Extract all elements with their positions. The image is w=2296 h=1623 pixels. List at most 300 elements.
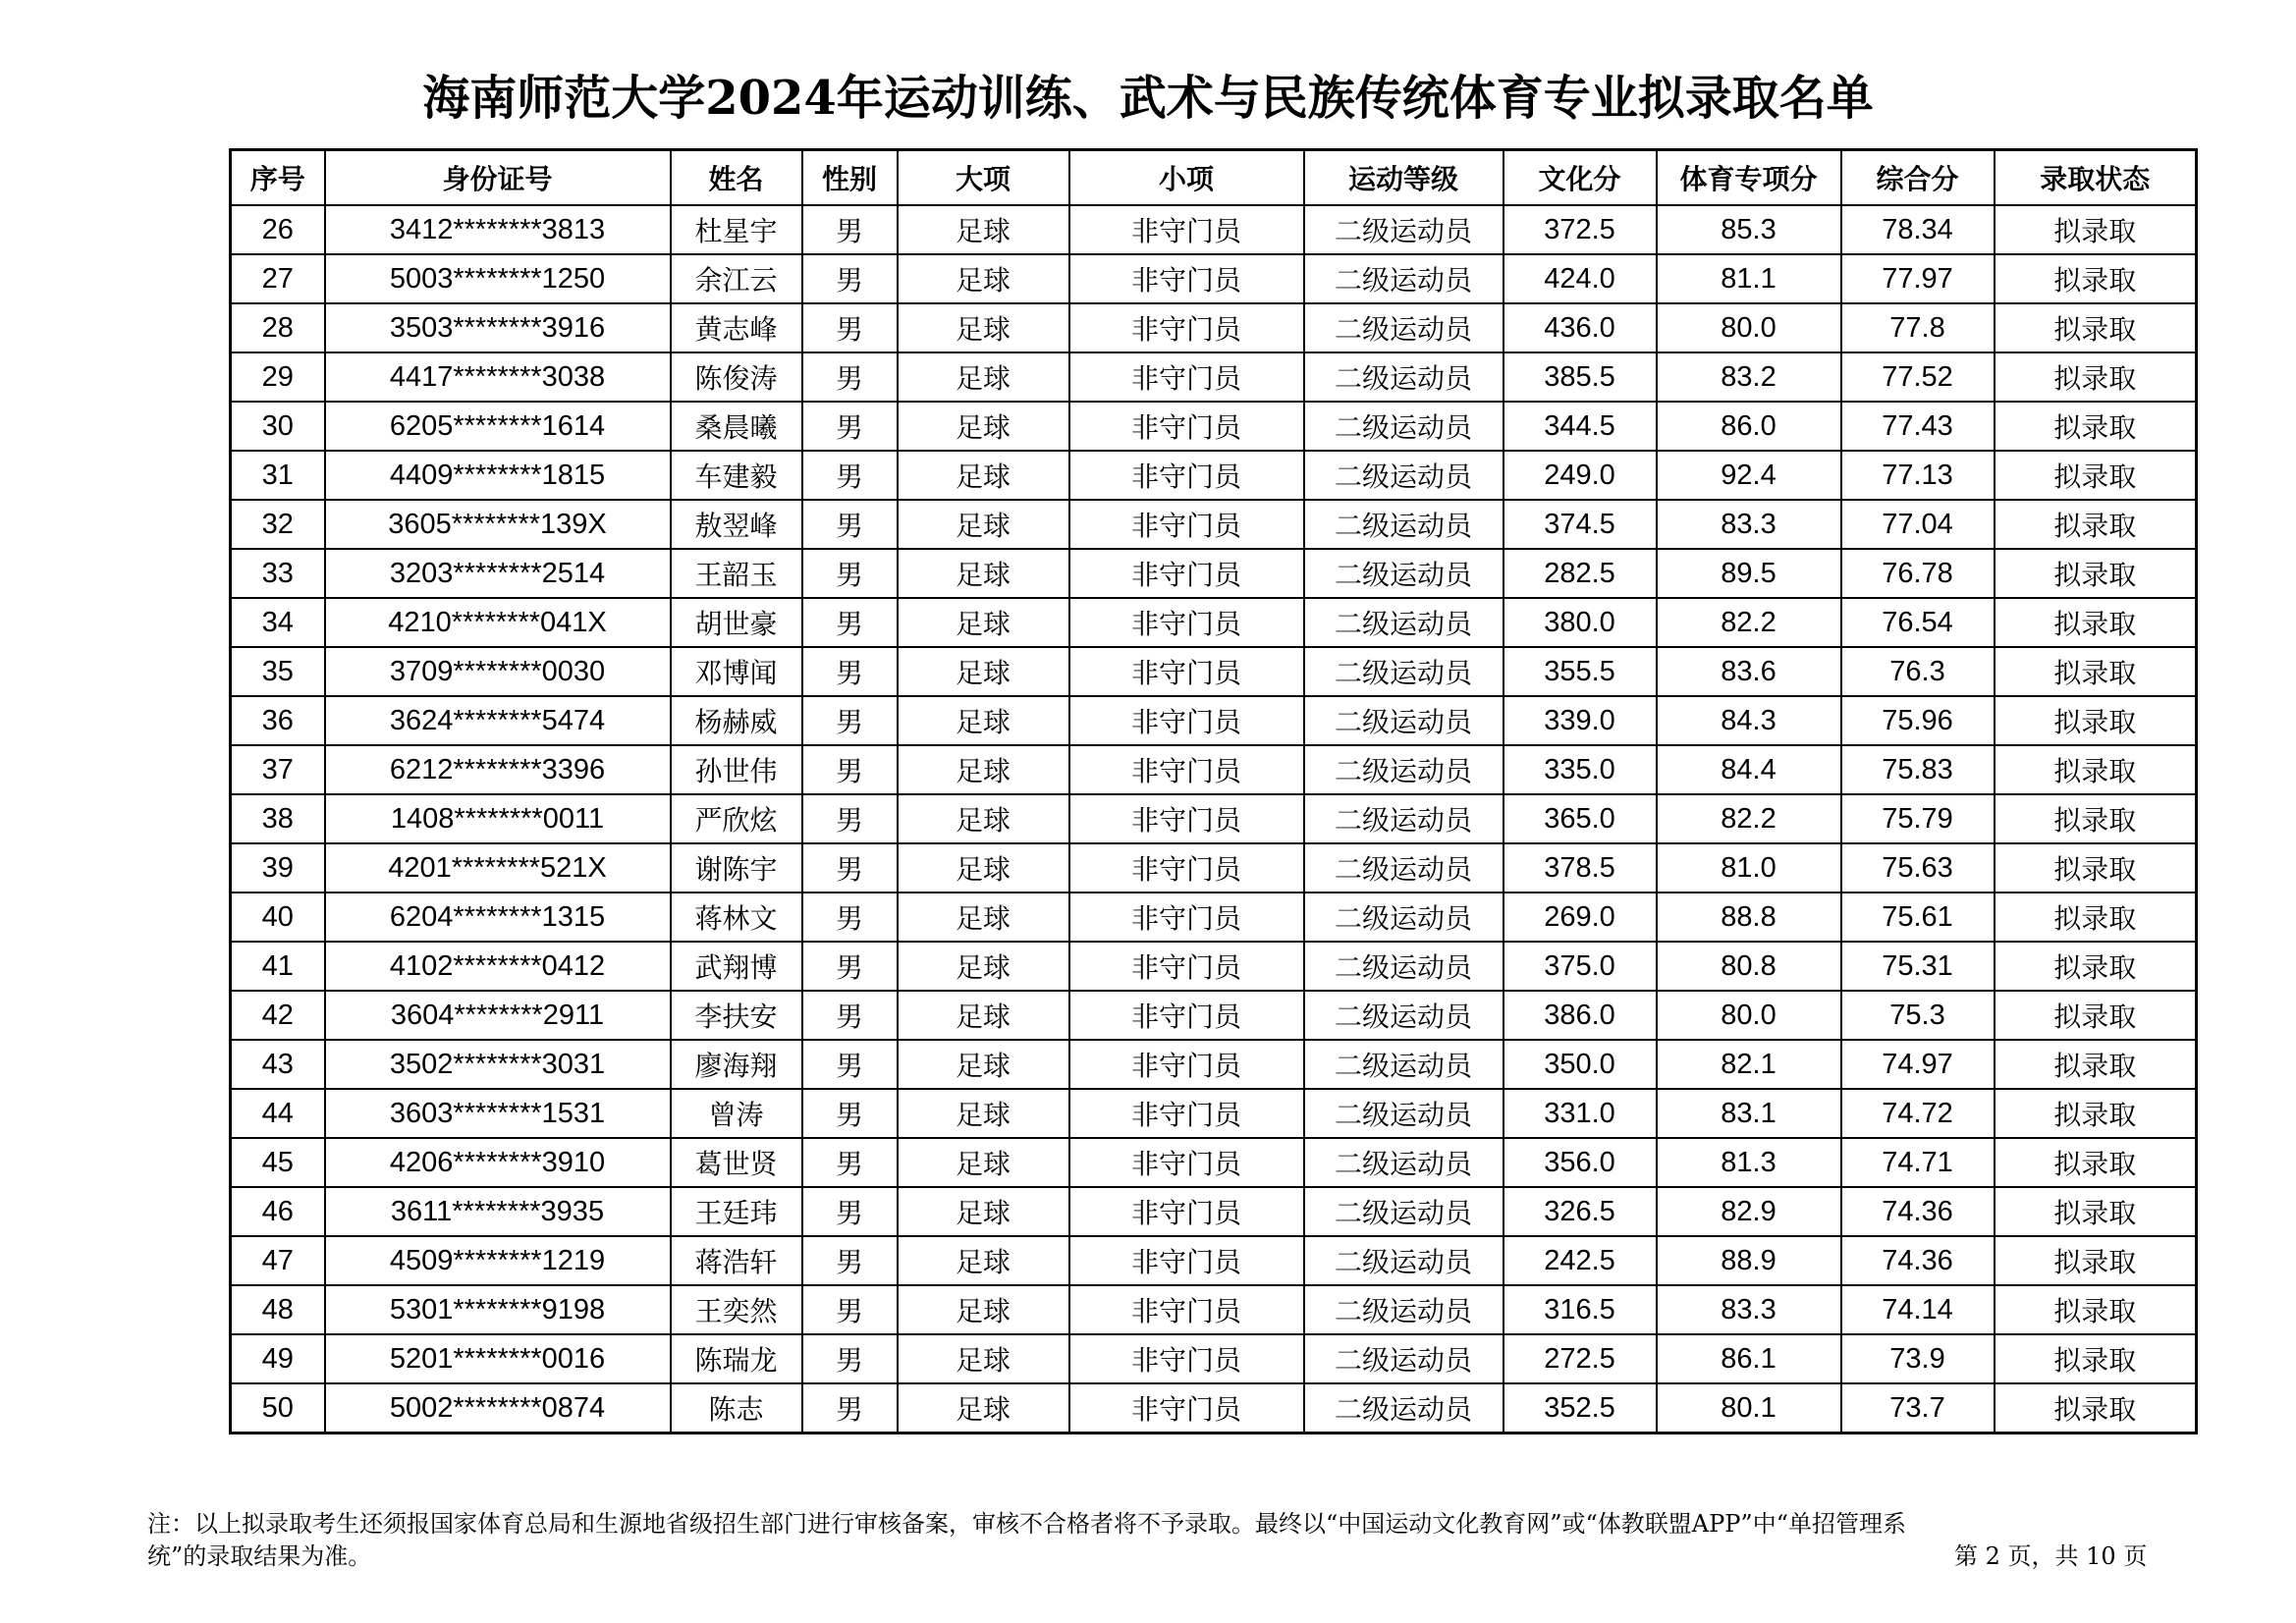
cell-sport: 足球 bbox=[898, 1285, 1069, 1334]
cell-sport-level: 二级运动员 bbox=[1304, 402, 1503, 451]
cell-sport: 足球 bbox=[898, 991, 1069, 1040]
cell-index: 45 bbox=[231, 1138, 325, 1187]
cell-name: 蒋林文 bbox=[671, 893, 802, 942]
cell-id-number: 5003********1250 bbox=[325, 254, 671, 303]
cell-culture-score: 282.5 bbox=[1503, 549, 1657, 598]
table-row bbox=[231, 1040, 2197, 1089]
table-row bbox=[231, 696, 2197, 745]
column-header-gender: 性别 bbox=[802, 150, 898, 206]
cell-gender: 男 bbox=[802, 745, 898, 794]
cell-sport-score: 83.6 bbox=[1657, 647, 1841, 696]
column-header-sport: 大项 bbox=[898, 150, 1069, 206]
cell-gender: 男 bbox=[802, 1040, 898, 1089]
cell-id-number: 5301********9198 bbox=[325, 1285, 671, 1334]
cell-name: 车建毅 bbox=[671, 451, 802, 500]
cell-total-score: 73.7 bbox=[1841, 1383, 1995, 1434]
cell-gender: 男 bbox=[802, 549, 898, 598]
column-header-index: 序号 bbox=[231, 150, 325, 206]
cell-index: 35 bbox=[231, 647, 325, 696]
cell-name: 王廷玮 bbox=[671, 1187, 802, 1236]
table-row bbox=[231, 205, 2197, 254]
cell-id-number: 6205********1614 bbox=[325, 402, 671, 451]
cell-culture-score: 352.5 bbox=[1503, 1383, 1657, 1434]
cell-sport-level: 二级运动员 bbox=[1304, 696, 1503, 745]
cell-gender: 男 bbox=[802, 598, 898, 647]
cell-id-number: 4201********521X bbox=[325, 843, 671, 893]
cell-name: 严欣炫 bbox=[671, 794, 802, 843]
cell-name: 李扶安 bbox=[671, 991, 802, 1040]
cell-index: 42 bbox=[231, 991, 325, 1040]
cell-status: 拟录取 bbox=[1995, 745, 2197, 794]
cell-culture-score: 350.0 bbox=[1503, 1040, 1657, 1089]
cell-sport: 足球 bbox=[898, 1236, 1069, 1285]
cell-id-number: 3412********3813 bbox=[325, 205, 671, 254]
column-header-total-score: 综合分 bbox=[1841, 150, 1995, 206]
cell-sport-level: 二级运动员 bbox=[1304, 1285, 1503, 1334]
cell-index: 47 bbox=[231, 1236, 325, 1285]
cell-culture-score: 365.0 bbox=[1503, 794, 1657, 843]
cell-sport-score: 81.0 bbox=[1657, 843, 1841, 893]
cell-gender: 男 bbox=[802, 500, 898, 549]
column-header-event: 小项 bbox=[1069, 150, 1304, 206]
cell-sport: 足球 bbox=[898, 942, 1069, 991]
cell-gender: 男 bbox=[802, 352, 898, 402]
cell-sport-level: 二级运动员 bbox=[1304, 549, 1503, 598]
cell-id-number: 6212********3396 bbox=[325, 745, 671, 794]
cell-total-score: 77.52 bbox=[1841, 352, 1995, 402]
cell-status: 拟录取 bbox=[1995, 843, 2197, 893]
cell-sport-level: 二级运动员 bbox=[1304, 205, 1503, 254]
cell-culture-score: 356.0 bbox=[1503, 1138, 1657, 1187]
cell-total-score: 76.78 bbox=[1841, 549, 1995, 598]
cell-index: 30 bbox=[231, 402, 325, 451]
footnote: 注：以上拟录取考生还须报国家体育总局和生源地省级招生部门进行审核备案，审核不合格者将不予录取。最终以“中国运动文化教育网”或“体教联盟APP”中“单招管理系统”的录取结果为准。 bbox=[147, 1510, 1906, 1570]
cell-status: 拟录取 bbox=[1995, 402, 2197, 451]
cell-index: 49 bbox=[231, 1334, 325, 1383]
cell-id-number: 4102********0412 bbox=[325, 942, 671, 991]
cell-sport-level: 二级运动员 bbox=[1304, 991, 1503, 1040]
table-row bbox=[231, 303, 2197, 352]
cell-index: 46 bbox=[231, 1187, 325, 1236]
admission-table bbox=[229, 148, 2198, 1434]
cell-index: 34 bbox=[231, 598, 325, 647]
cell-name: 陈志 bbox=[671, 1383, 802, 1434]
cell-sport-score: 80.1 bbox=[1657, 1383, 1841, 1434]
cell-culture-score: 326.5 bbox=[1503, 1187, 1657, 1236]
cell-sport-level: 二级运动员 bbox=[1304, 1187, 1503, 1236]
cell-sport-score: 86.0 bbox=[1657, 402, 1841, 451]
cell-sport-level: 二级运动员 bbox=[1304, 647, 1503, 696]
cell-gender: 男 bbox=[802, 1383, 898, 1434]
cell-sport-score: 82.2 bbox=[1657, 598, 1841, 647]
column-header-status: 录取状态 bbox=[1995, 150, 2197, 206]
cell-id-number: 4206********3910 bbox=[325, 1138, 671, 1187]
cell-sport-score: 85.3 bbox=[1657, 205, 1841, 254]
cell-event: 非守门员 bbox=[1069, 942, 1304, 991]
cell-culture-score: 316.5 bbox=[1503, 1285, 1657, 1334]
cell-index: 33 bbox=[231, 549, 325, 598]
cell-sport: 足球 bbox=[898, 1334, 1069, 1383]
cell-event: 非守门员 bbox=[1069, 205, 1304, 254]
cell-status: 拟录取 bbox=[1995, 1236, 2197, 1285]
cell-culture-score: 242.5 bbox=[1503, 1236, 1657, 1285]
table-row bbox=[231, 254, 2197, 303]
table-row bbox=[231, 352, 2197, 402]
cell-total-score: 77.43 bbox=[1841, 402, 1995, 451]
cell-status: 拟录取 bbox=[1995, 303, 2197, 352]
cell-sport-score: 82.2 bbox=[1657, 794, 1841, 843]
table-row bbox=[231, 500, 2197, 549]
cell-event: 非守门员 bbox=[1069, 696, 1304, 745]
cell-index: 50 bbox=[231, 1383, 325, 1434]
cell-sport-score: 83.2 bbox=[1657, 352, 1841, 402]
cell-name: 邓博闻 bbox=[671, 647, 802, 696]
cell-index: 40 bbox=[231, 893, 325, 942]
column-header-id-number: 身份证号 bbox=[325, 150, 671, 206]
cell-total-score: 74.36 bbox=[1841, 1187, 1995, 1236]
cell-name: 葛世贤 bbox=[671, 1138, 802, 1187]
cell-sport: 足球 bbox=[898, 1187, 1069, 1236]
cell-culture-score: 331.0 bbox=[1503, 1089, 1657, 1138]
cell-culture-score: 335.0 bbox=[1503, 745, 1657, 794]
column-header-sport-level: 运动等级 bbox=[1304, 150, 1503, 206]
cell-sport-level: 二级运动员 bbox=[1304, 893, 1503, 942]
cell-sport: 足球 bbox=[898, 893, 1069, 942]
cell-sport-level: 二级运动员 bbox=[1304, 303, 1503, 352]
cell-event: 非守门员 bbox=[1069, 352, 1304, 402]
cell-sport-score: 83.3 bbox=[1657, 500, 1841, 549]
cell-sport: 足球 bbox=[898, 647, 1069, 696]
cell-sport-level: 二级运动员 bbox=[1304, 254, 1503, 303]
cell-id-number: 4509********1219 bbox=[325, 1236, 671, 1285]
cell-culture-score: 385.5 bbox=[1503, 352, 1657, 402]
cell-index: 31 bbox=[231, 451, 325, 500]
cell-sport-level: 二级运动员 bbox=[1304, 1383, 1503, 1434]
table-row bbox=[231, 1383, 2197, 1434]
cell-culture-score: 355.5 bbox=[1503, 647, 1657, 696]
cell-sport: 足球 bbox=[898, 1138, 1069, 1187]
cell-gender: 男 bbox=[802, 893, 898, 942]
cell-event: 非守门员 bbox=[1069, 254, 1304, 303]
cell-total-score: 77.13 bbox=[1841, 451, 1995, 500]
cell-sport-score: 84.3 bbox=[1657, 696, 1841, 745]
cell-index: 37 bbox=[231, 745, 325, 794]
cell-name: 王奕然 bbox=[671, 1285, 802, 1334]
cell-status: 拟录取 bbox=[1995, 1089, 2197, 1138]
cell-id-number: 3503********3916 bbox=[325, 303, 671, 352]
cell-sport-score: 83.3 bbox=[1657, 1285, 1841, 1334]
cell-sport-level: 二级运动员 bbox=[1304, 500, 1503, 549]
admission-table-container bbox=[229, 148, 2195, 1434]
cell-id-number: 4210********041X bbox=[325, 598, 671, 647]
table-row bbox=[231, 1334, 2197, 1383]
cell-id-number: 3203********2514 bbox=[325, 549, 671, 598]
table-row bbox=[231, 942, 2197, 991]
cell-sport-level: 二级运动员 bbox=[1304, 1138, 1503, 1187]
cell-sport-level: 二级运动员 bbox=[1304, 843, 1503, 893]
cell-sport-level: 二级运动员 bbox=[1304, 1236, 1503, 1285]
cell-sport-level: 二级运动员 bbox=[1304, 451, 1503, 500]
table-body bbox=[231, 205, 2197, 1434]
cell-event: 非守门员 bbox=[1069, 549, 1304, 598]
table-row bbox=[231, 1187, 2197, 1236]
table-row bbox=[231, 647, 2197, 696]
cell-name: 杜星宇 bbox=[671, 205, 802, 254]
cell-sport-score: 80.0 bbox=[1657, 991, 1841, 1040]
cell-sport: 足球 bbox=[898, 451, 1069, 500]
cell-sport-level: 二级运动员 bbox=[1304, 1089, 1503, 1138]
cell-index: 32 bbox=[231, 500, 325, 549]
cell-event: 非守门员 bbox=[1069, 1138, 1304, 1187]
cell-status: 拟录取 bbox=[1995, 647, 2197, 696]
table-row bbox=[231, 991, 2197, 1040]
cell-status: 拟录取 bbox=[1995, 1383, 2197, 1434]
cell-sport-score: 82.9 bbox=[1657, 1187, 1841, 1236]
column-header-sport-score: 体育专项分 bbox=[1657, 150, 1841, 206]
table-row bbox=[231, 1236, 2197, 1285]
cell-culture-score: 344.5 bbox=[1503, 402, 1657, 451]
cell-status: 拟录取 bbox=[1995, 598, 2197, 647]
cell-id-number: 6204********1315 bbox=[325, 893, 671, 942]
cell-sport: 足球 bbox=[898, 745, 1069, 794]
cell-status: 拟录取 bbox=[1995, 893, 2197, 942]
cell-event: 非守门员 bbox=[1069, 893, 1304, 942]
table-row bbox=[231, 549, 2197, 598]
cell-id-number: 5002********0874 bbox=[325, 1383, 671, 1434]
cell-index: 38 bbox=[231, 794, 325, 843]
cell-total-score: 76.3 bbox=[1841, 647, 1995, 696]
cell-index: 28 bbox=[231, 303, 325, 352]
cell-name: 武翔博 bbox=[671, 942, 802, 991]
page-number: 第 2 页，共 10 页 bbox=[1954, 1542, 2148, 1570]
cell-name: 孙世伟 bbox=[671, 745, 802, 794]
cell-status: 拟录取 bbox=[1995, 794, 2197, 843]
cell-sport: 足球 bbox=[898, 500, 1069, 549]
cell-sport: 足球 bbox=[898, 1089, 1069, 1138]
cell-culture-score: 374.5 bbox=[1503, 500, 1657, 549]
cell-name: 廖海翔 bbox=[671, 1040, 802, 1089]
cell-culture-score: 272.5 bbox=[1503, 1334, 1657, 1383]
cell-status: 拟录取 bbox=[1995, 942, 2197, 991]
cell-event: 非守门员 bbox=[1069, 991, 1304, 1040]
cell-index: 39 bbox=[231, 843, 325, 893]
cell-status: 拟录取 bbox=[1995, 205, 2197, 254]
cell-event: 非守门员 bbox=[1069, 1383, 1304, 1434]
cell-id-number: 3603********1531 bbox=[325, 1089, 671, 1138]
cell-status: 拟录取 bbox=[1995, 1040, 2197, 1089]
cell-total-score: 73.9 bbox=[1841, 1334, 1995, 1383]
cell-culture-score: 339.0 bbox=[1503, 696, 1657, 745]
cell-sport-level: 二级运动员 bbox=[1304, 745, 1503, 794]
cell-sport-score: 81.3 bbox=[1657, 1138, 1841, 1187]
cell-sport-score: 92.4 bbox=[1657, 451, 1841, 500]
table-row bbox=[231, 745, 2197, 794]
cell-index: 29 bbox=[231, 352, 325, 402]
cell-culture-score: 378.5 bbox=[1503, 843, 1657, 893]
cell-status: 拟录取 bbox=[1995, 1285, 2197, 1334]
cell-culture-score: 380.0 bbox=[1503, 598, 1657, 647]
cell-total-score: 75.83 bbox=[1841, 745, 1995, 794]
cell-sport-score: 84.4 bbox=[1657, 745, 1841, 794]
column-header-name: 姓名 bbox=[671, 150, 802, 206]
cell-sport: 足球 bbox=[898, 303, 1069, 352]
cell-event: 非守门员 bbox=[1069, 794, 1304, 843]
cell-culture-score: 436.0 bbox=[1503, 303, 1657, 352]
cell-total-score: 75.3 bbox=[1841, 991, 1995, 1040]
cell-culture-score: 375.0 bbox=[1503, 942, 1657, 991]
table-row bbox=[231, 598, 2197, 647]
cell-id-number: 1408********0011 bbox=[325, 794, 671, 843]
cell-id-number: 5201********0016 bbox=[325, 1334, 671, 1383]
cell-name: 余江云 bbox=[671, 254, 802, 303]
cell-sport: 足球 bbox=[898, 598, 1069, 647]
cell-event: 非守门员 bbox=[1069, 451, 1304, 500]
cell-id-number: 3605********139X bbox=[325, 500, 671, 549]
cell-name: 胡世豪 bbox=[671, 598, 802, 647]
cell-status: 拟录取 bbox=[1995, 352, 2197, 402]
cell-id-number: 4417********3038 bbox=[325, 352, 671, 402]
cell-gender: 男 bbox=[802, 303, 898, 352]
cell-culture-score: 386.0 bbox=[1503, 991, 1657, 1040]
cell-name: 陈俊涛 bbox=[671, 352, 802, 402]
cell-event: 非守门员 bbox=[1069, 1187, 1304, 1236]
cell-total-score: 75.79 bbox=[1841, 794, 1995, 843]
cell-culture-score: 424.0 bbox=[1503, 254, 1657, 303]
cell-id-number: 3709********0030 bbox=[325, 647, 671, 696]
cell-index: 41 bbox=[231, 942, 325, 991]
cell-sport-level: 二级运动员 bbox=[1304, 794, 1503, 843]
cell-sport-score: 88.8 bbox=[1657, 893, 1841, 942]
cell-total-score: 76.54 bbox=[1841, 598, 1995, 647]
cell-status: 拟录取 bbox=[1995, 549, 2197, 598]
cell-id-number: 4409********1815 bbox=[325, 451, 671, 500]
cell-id-number: 3624********5474 bbox=[325, 696, 671, 745]
cell-name: 谢陈宇 bbox=[671, 843, 802, 893]
cell-total-score: 75.63 bbox=[1841, 843, 1995, 893]
cell-sport: 足球 bbox=[898, 205, 1069, 254]
cell-name: 敖翌峰 bbox=[671, 500, 802, 549]
cell-sport: 足球 bbox=[898, 696, 1069, 745]
cell-total-score: 75.61 bbox=[1841, 893, 1995, 942]
cell-sport-level: 二级运动员 bbox=[1304, 1334, 1503, 1383]
cell-sport: 足球 bbox=[898, 254, 1069, 303]
cell-index: 48 bbox=[231, 1285, 325, 1334]
cell-culture-score: 372.5 bbox=[1503, 205, 1657, 254]
cell-name: 黄志峰 bbox=[671, 303, 802, 352]
cell-index: 43 bbox=[231, 1040, 325, 1089]
cell-gender: 男 bbox=[802, 1236, 898, 1285]
cell-sport-level: 二级运动员 bbox=[1304, 942, 1503, 991]
cell-name: 杨赫威 bbox=[671, 696, 802, 745]
cell-sport: 足球 bbox=[898, 352, 1069, 402]
cell-id-number: 3502********3031 bbox=[325, 1040, 671, 1089]
cell-total-score: 74.36 bbox=[1841, 1236, 1995, 1285]
cell-sport-score: 80.8 bbox=[1657, 942, 1841, 991]
cell-sport-score: 88.9 bbox=[1657, 1236, 1841, 1285]
cell-sport-level: 二级运动员 bbox=[1304, 352, 1503, 402]
cell-event: 非守门员 bbox=[1069, 843, 1304, 893]
cell-name: 桑晨曦 bbox=[671, 402, 802, 451]
table-row bbox=[231, 843, 2197, 893]
cell-sport-score: 83.1 bbox=[1657, 1089, 1841, 1138]
cell-sport-score: 80.0 bbox=[1657, 303, 1841, 352]
cell-gender: 男 bbox=[802, 1285, 898, 1334]
cell-id-number: 3604********2911 bbox=[325, 991, 671, 1040]
cell-sport-score: 89.5 bbox=[1657, 549, 1841, 598]
cell-name: 王韶玉 bbox=[671, 549, 802, 598]
cell-status: 拟录取 bbox=[1995, 1334, 2197, 1383]
cell-event: 非守门员 bbox=[1069, 1334, 1304, 1383]
cell-status: 拟录取 bbox=[1995, 1187, 2197, 1236]
cell-sport: 足球 bbox=[898, 1383, 1069, 1434]
cell-index: 36 bbox=[231, 696, 325, 745]
cell-total-score: 77.8 bbox=[1841, 303, 1995, 352]
cell-sport: 足球 bbox=[898, 843, 1069, 893]
cell-gender: 男 bbox=[802, 402, 898, 451]
cell-gender: 男 bbox=[802, 843, 898, 893]
cell-gender: 男 bbox=[802, 451, 898, 500]
cell-gender: 男 bbox=[802, 254, 898, 303]
cell-status: 拟录取 bbox=[1995, 500, 2197, 549]
cell-total-score: 75.31 bbox=[1841, 942, 1995, 991]
cell-event: 非守门员 bbox=[1069, 402, 1304, 451]
cell-event: 非守门员 bbox=[1069, 647, 1304, 696]
cell-gender: 男 bbox=[802, 1138, 898, 1187]
cell-gender: 男 bbox=[802, 1089, 898, 1138]
table-row bbox=[231, 1089, 2197, 1138]
cell-gender: 男 bbox=[802, 647, 898, 696]
cell-total-score: 74.72 bbox=[1841, 1089, 1995, 1138]
cell-event: 非守门员 bbox=[1069, 1089, 1304, 1138]
cell-name: 陈瑞龙 bbox=[671, 1334, 802, 1383]
table-row bbox=[231, 794, 2197, 843]
cell-status: 拟录取 bbox=[1995, 1138, 2197, 1187]
cell-gender: 男 bbox=[802, 696, 898, 745]
cell-gender: 男 bbox=[802, 205, 898, 254]
cell-sport-level: 二级运动员 bbox=[1304, 1040, 1503, 1089]
cell-gender: 男 bbox=[802, 942, 898, 991]
cell-sport: 足球 bbox=[898, 402, 1069, 451]
cell-total-score: 74.71 bbox=[1841, 1138, 1995, 1187]
cell-total-score: 77.97 bbox=[1841, 254, 1995, 303]
cell-total-score: 74.14 bbox=[1841, 1285, 1995, 1334]
table-row bbox=[231, 1138, 2197, 1187]
cell-index: 44 bbox=[231, 1089, 325, 1138]
cell-name: 蒋浩轩 bbox=[671, 1236, 802, 1285]
table-row bbox=[231, 893, 2197, 942]
cell-event: 非守门员 bbox=[1069, 500, 1304, 549]
cell-event: 非守门员 bbox=[1069, 1236, 1304, 1285]
cell-culture-score: 249.0 bbox=[1503, 451, 1657, 500]
cell-total-score: 75.96 bbox=[1841, 696, 1995, 745]
cell-name: 曾涛 bbox=[671, 1089, 802, 1138]
table-row bbox=[231, 1285, 2197, 1334]
cell-sport: 足球 bbox=[898, 1040, 1069, 1089]
cell-sport: 足球 bbox=[898, 794, 1069, 843]
cell-sport-score: 86.1 bbox=[1657, 1334, 1841, 1383]
table-row bbox=[231, 402, 2197, 451]
page-title: 海南师范大学2024年运动训练、武术与民族传统体育专业拟录取名单 bbox=[422, 71, 1874, 126]
cell-culture-score: 269.0 bbox=[1503, 893, 1657, 942]
cell-event: 非守门员 bbox=[1069, 598, 1304, 647]
cell-gender: 男 bbox=[802, 1334, 898, 1383]
column-header-culture-score: 文化分 bbox=[1503, 150, 1657, 206]
cell-status: 拟录取 bbox=[1995, 991, 2197, 1040]
cell-sport: 足球 bbox=[898, 549, 1069, 598]
cell-event: 非守门员 bbox=[1069, 745, 1304, 794]
cell-sport-score: 82.1 bbox=[1657, 1040, 1841, 1089]
cell-status: 拟录取 bbox=[1995, 451, 2197, 500]
